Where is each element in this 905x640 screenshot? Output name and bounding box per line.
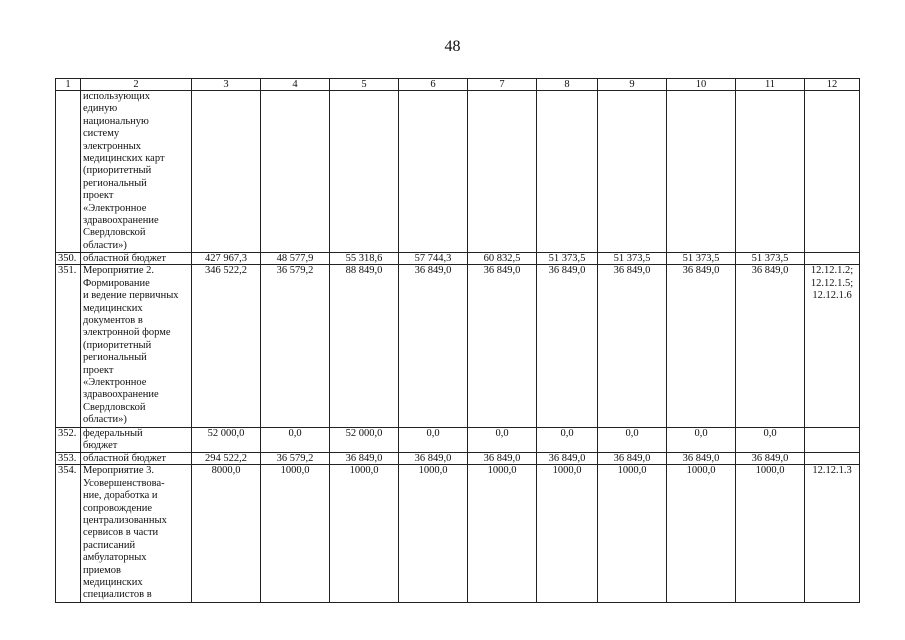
target-code-cell: 12.12.1.3 xyxy=(805,465,860,602)
value-cell: 1000,0 xyxy=(736,465,805,602)
description-cell: Мероприятие 3. Усовершенствова- ние, доработка и сопровождение централизованных сервисов в части расписаний амбулаторных приемов медицинских специалистов в xyxy=(81,465,192,602)
value-cell: 36 849,0 xyxy=(537,453,598,465)
description-cell: Мероприятие 2. Формирование и ведение первичных медицинских документов в электронной форме (приоритетный региональный проект «Электронное здравоохранение Свердловской области») xyxy=(81,265,192,427)
value-cell: 1000,0 xyxy=(399,465,468,602)
table-row xyxy=(56,453,860,465)
target-code-cell xyxy=(805,253,860,265)
target-code-cell xyxy=(805,427,860,453)
value-cell: 51 373,5 xyxy=(598,253,667,265)
table-row xyxy=(56,465,860,602)
value-cell: 51 373,5 xyxy=(667,253,736,265)
description-cell: областной бюджет xyxy=(81,253,192,265)
value-cell: 0,0 xyxy=(399,427,468,453)
column-header: 8 xyxy=(537,79,598,91)
column-header: 3 xyxy=(192,79,261,91)
value-cell: 36 849,0 xyxy=(330,453,399,465)
value-cell: 36 849,0 xyxy=(667,265,736,427)
value-cell: 0,0 xyxy=(736,427,805,453)
value-cell: 88 849,0 xyxy=(330,265,399,427)
value-cell: 36 849,0 xyxy=(736,265,805,427)
target-code-cell xyxy=(805,453,860,465)
value-cell: 52 000,0 xyxy=(330,427,399,453)
value-cell xyxy=(598,91,667,253)
column-header: 9 xyxy=(598,79,667,91)
value-cell: 0,0 xyxy=(598,427,667,453)
value-cell: 8000,0 xyxy=(192,465,261,602)
value-cell xyxy=(399,91,468,253)
value-cell xyxy=(736,91,805,253)
value-cell: 36 579,2 xyxy=(261,265,330,427)
value-cell: 52 000,0 xyxy=(192,427,261,453)
description-cell: использующих единую национальную систему электронных медицинских карт (приоритетный региональный проект «Электронное здравоохранение Свердловской области») xyxy=(81,91,192,253)
value-cell: 0,0 xyxy=(537,427,598,453)
value-cell: 36 849,0 xyxy=(667,453,736,465)
value-cell: 36 849,0 xyxy=(537,265,598,427)
table-row xyxy=(56,253,860,265)
table-body xyxy=(56,91,860,603)
row-number-cell: 353. xyxy=(56,453,81,465)
value-cell: 0,0 xyxy=(468,427,537,453)
value-cell: 1000,0 xyxy=(537,465,598,602)
value-cell: 36 849,0 xyxy=(468,265,537,427)
value-cell: 60 832,5 xyxy=(468,253,537,265)
value-cell: 36 849,0 xyxy=(736,453,805,465)
value-cell: 36 849,0 xyxy=(399,265,468,427)
row-number-cell: 354. xyxy=(56,465,81,602)
row-number-cell: 350. xyxy=(56,253,81,265)
value-cell xyxy=(192,91,261,253)
value-cell: 1000,0 xyxy=(468,465,537,602)
column-header: 10 xyxy=(667,79,736,91)
description-cell: федеральный бюджет xyxy=(81,427,192,453)
value-cell: 0,0 xyxy=(261,427,330,453)
description-cell: областной бюджет xyxy=(81,453,192,465)
table-row xyxy=(56,427,860,453)
target-code-cell: 12.12.1.2; 12.12.1.5; 12.12.1.6 xyxy=(805,265,860,427)
value-cell: 294 522,2 xyxy=(192,453,261,465)
value-cell: 36 849,0 xyxy=(598,265,667,427)
budget-table xyxy=(55,78,860,603)
value-cell: 48 577,9 xyxy=(261,253,330,265)
value-cell xyxy=(537,91,598,253)
value-cell: 1000,0 xyxy=(598,465,667,602)
value-cell: 1000,0 xyxy=(261,465,330,602)
value-cell: 346 522,2 xyxy=(192,265,261,427)
column-header: 2 xyxy=(81,79,192,91)
value-cell: 1000,0 xyxy=(330,465,399,602)
row-number-cell xyxy=(56,91,81,253)
value-cell: 36 579,2 xyxy=(261,453,330,465)
column-header: 12 xyxy=(805,79,860,91)
column-header: 7 xyxy=(468,79,537,91)
value-cell: 427 967,3 xyxy=(192,253,261,265)
target-code-cell xyxy=(805,91,860,253)
column-header: 5 xyxy=(330,79,399,91)
value-cell: 1000,0 xyxy=(667,465,736,602)
value-cell: 51 373,5 xyxy=(537,253,598,265)
table-row xyxy=(56,91,860,253)
header-row xyxy=(56,79,860,91)
value-cell: 51 373,5 xyxy=(736,253,805,265)
value-cell xyxy=(330,91,399,253)
page-number: 48 xyxy=(444,38,461,55)
column-header: 1 xyxy=(56,79,81,91)
row-number-cell: 352. xyxy=(56,427,81,453)
column-header: 11 xyxy=(736,79,805,91)
value-cell xyxy=(468,91,537,253)
value-cell: 0,0 xyxy=(667,427,736,453)
value-cell: 55 318,6 xyxy=(330,253,399,265)
value-cell: 36 849,0 xyxy=(598,453,667,465)
column-header: 6 xyxy=(399,79,468,91)
value-cell: 36 849,0 xyxy=(399,453,468,465)
row-number-cell: 351. xyxy=(56,265,81,427)
value-cell xyxy=(261,91,330,253)
table-row xyxy=(56,265,860,427)
value-cell: 36 849,0 xyxy=(468,453,537,465)
value-cell xyxy=(667,91,736,253)
column-header: 4 xyxy=(261,79,330,91)
value-cell: 57 744,3 xyxy=(399,253,468,265)
